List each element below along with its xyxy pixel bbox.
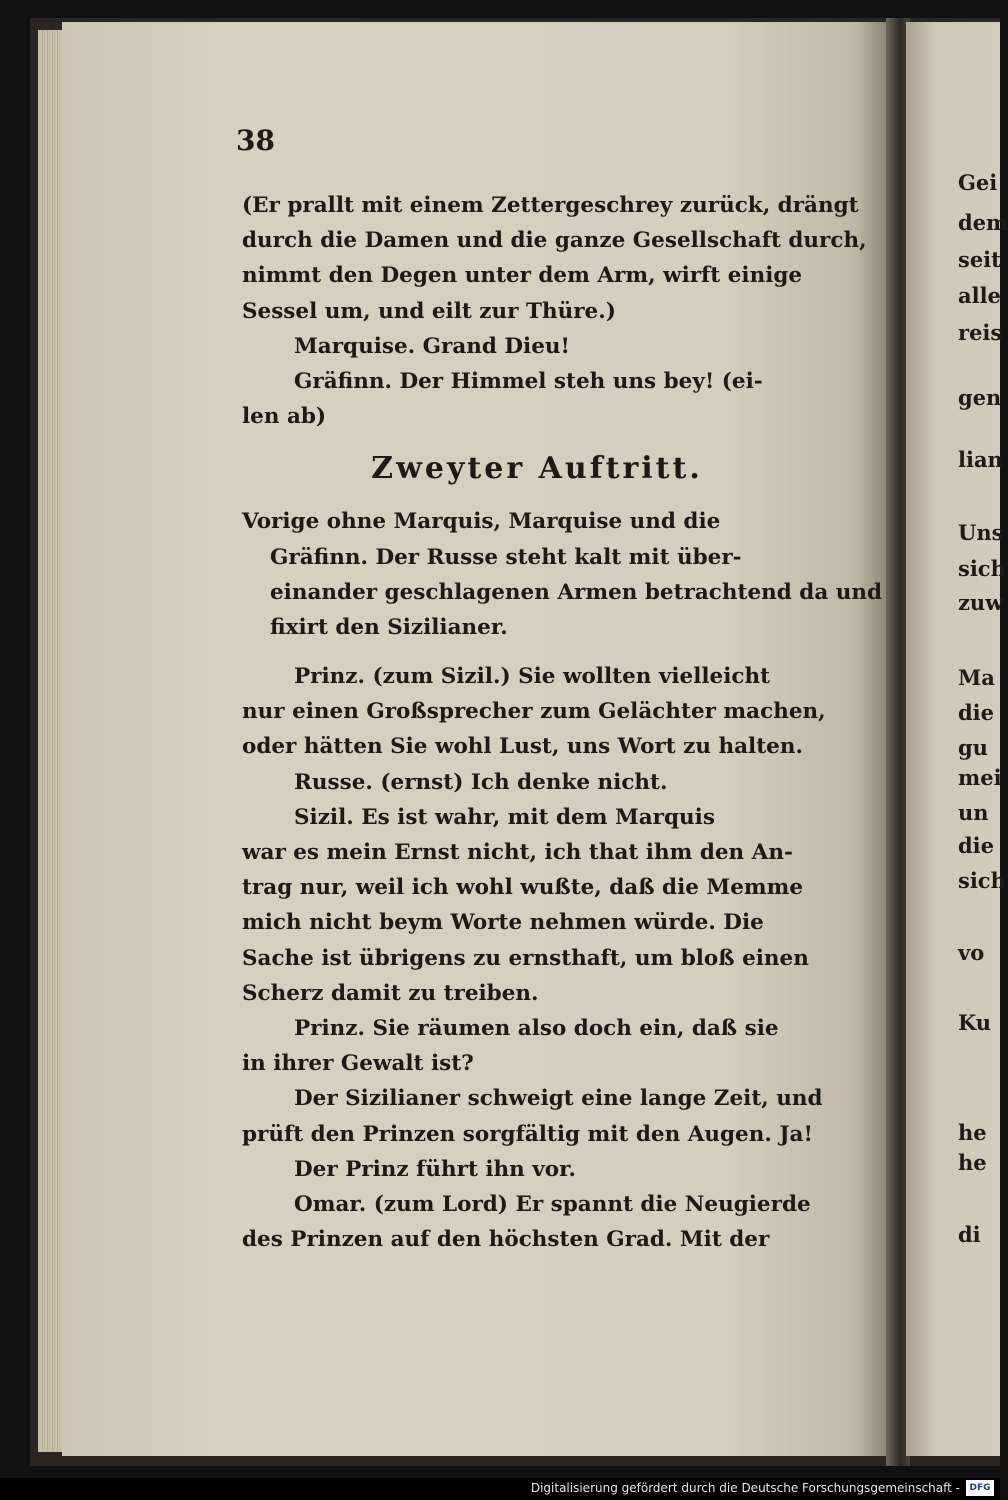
text-line: Prinz. (zum Sizil.) Sie wollten vielleicht <box>294 664 771 690</box>
text-line: Sizil. Es ist wahr, mit dem Marquis <box>294 804 715 830</box>
right-page-fragment: Ma <box>958 665 995 690</box>
right-page-fragment: seit <box>958 247 1001 272</box>
text-line: Scherz damit zu treiben. <box>242 980 539 1006</box>
text-line: prüft den Prinzen sorgfältig mit den Augen. Ja! <box>242 1121 813 1147</box>
text-line: des Prinzen auf den höchsten Grad. Mit der <box>242 1227 770 1253</box>
text-line: len ab) <box>242 404 327 430</box>
text-line: einander geschlagenen Armen betrachtend da und <box>270 579 883 605</box>
right-page-fragment: he <box>958 1120 987 1145</box>
text-line: Sache ist übrigens zu ernsthaft, um bloß einen <box>242 945 809 971</box>
text-line: Der Prinz führt ihn vor. <box>294 1156 576 1182</box>
text-line: mich nicht beym Worte nehmen würde. Die <box>242 910 764 936</box>
text-line: Gräfinn. Der Russe steht kalt mit über- <box>270 544 742 570</box>
footer-bar <box>0 1478 1000 1500</box>
right-page-fragment: Ku <box>958 1010 992 1035</box>
right-page-fragment: lian <box>958 447 1003 472</box>
right-page-fragment: mei <box>958 765 1002 790</box>
text-line: in ihrer Gewalt ist? <box>242 1051 474 1077</box>
page-text <box>242 188 883 1257</box>
right-page-fragment: gu <box>958 735 988 760</box>
right-page-fragment: vo <box>958 940 985 965</box>
right-page-fragment: sich <box>958 556 1006 581</box>
right-page-fragment: di <box>958 1222 981 1247</box>
text-line: nimmt den Degen unter dem Arm, wirft einige <box>242 263 803 289</box>
text-line: Gräfinn. Der Himmel steh uns bey! (ei- <box>294 368 763 394</box>
text-line: oder hätten Sie wohl Lust, uns Wort zu halten. <box>242 734 803 760</box>
footer-credit: Digitalisierung gefördert durch die Deutsche Forschungsgemeinschaft - <box>530 1481 960 1495</box>
right-page <box>906 22 1008 1456</box>
text-line: Russe. (ernst) Ich denke nicht. <box>294 769 668 795</box>
text-line: Der Sizilianer schweigt eine lange Zeit, und <box>294 1086 823 1112</box>
text-line: war es mein Ernst nicht, ich that ihm den An- <box>242 840 793 865</box>
right-page-fragment: reis <box>958 320 1003 345</box>
text-line: Sessel um, und eilt zur Thüre.) <box>242 298 616 324</box>
text-line: fixirt den Sizilianer. <box>270 614 508 640</box>
text-line: trag nur, weil ich wohl wußte, daß die Memme <box>242 875 804 901</box>
text-line: (Er prallt mit einem Zettergeschrey zurück, drängt <box>242 193 859 218</box>
text-line: durch die Damen und die ganze Gesellschaft durch, <box>242 228 867 254</box>
dfg-logo: DFG <box>966 1480 994 1496</box>
right-page-fragment: die <box>958 833 995 858</box>
right-page-fragment: un <box>958 800 989 825</box>
text-line: Marquise. Grand Dieu! <box>294 333 570 359</box>
right-page-fragment: dem <box>958 210 1008 235</box>
right-page-fragment: he <box>958 1150 987 1175</box>
right-page-fragment: sich <box>958 868 1006 893</box>
right-page-fragment: alle <box>958 283 1001 308</box>
text-line: Omar. (zum Lord) Er spannt die Neugierde <box>294 1191 811 1217</box>
right-page-fragment: gen <box>958 385 1002 410</box>
text-line <box>242 645 832 659</box>
text-line: Vorige ohne Marquis, Marquise und die <box>242 509 721 535</box>
text-line: nur einen Großsprecher zum Gelächter machen, <box>242 699 826 725</box>
text-line: Prinz. Sie räumen also doch ein, daß sie <box>294 1015 779 1041</box>
page-number: 38 <box>236 124 275 157</box>
right-page-fragment: die <box>958 700 995 725</box>
right-page-fragment: Gei <box>958 170 998 195</box>
right-page-fragment: Uns <box>958 520 1004 545</box>
scene-heading: Zweyter Auftritt. <box>371 451 703 487</box>
right-page-fragment: zuw <box>958 590 1004 615</box>
